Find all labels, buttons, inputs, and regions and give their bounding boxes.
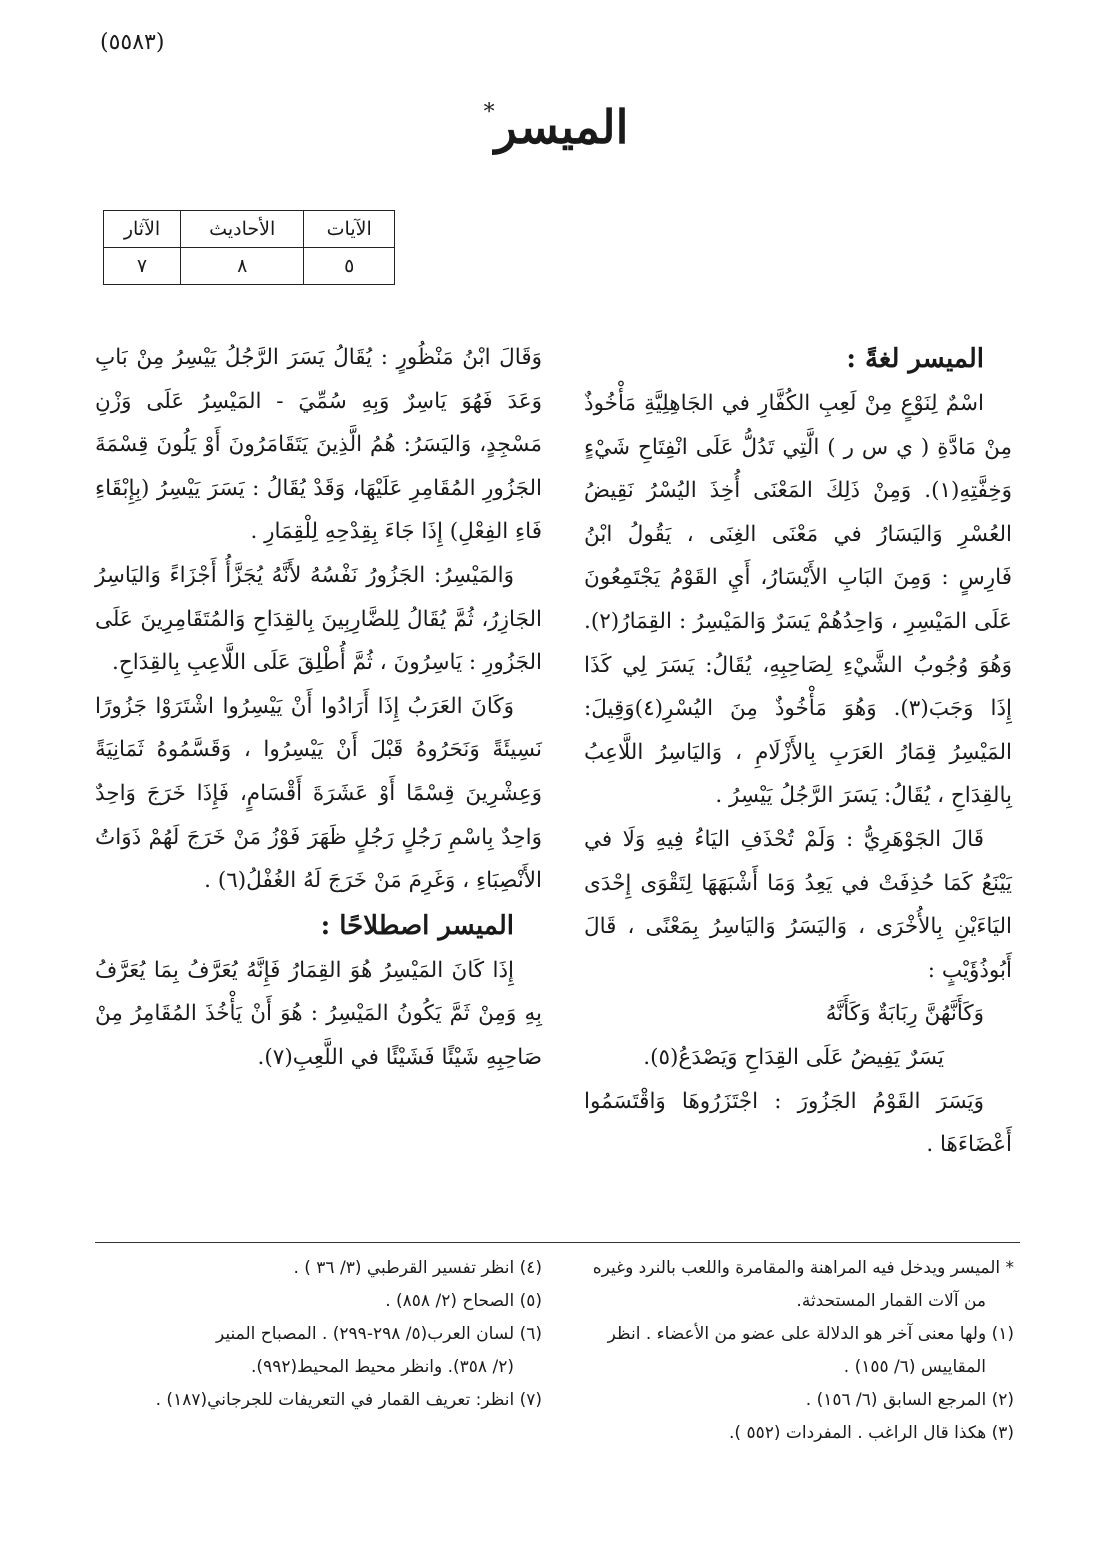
footnote: (٣) هكذا قال الراغب . المفردات (٥٥٢ ). <box>729 1423 1014 1443</box>
footnote-text: (١) ولها معنى آخر هو الدلالة على عضو من الأعضاء . انظر <box>607 1324 1014 1344</box>
poetry-verse: يَسَرٌ يَفِيضُ عَلَى القِدَاحِ وَيَصْدَعُ(٥). <box>643 1044 944 1070</box>
counts-table <box>103 210 395 285</box>
value-ayat: ٥ <box>304 248 395 285</box>
header-athar: الآثار <box>104 211 181 248</box>
footnote: (٧) انظر: تعريف القمار في التعريفات للجرجاني(١٨٧) . <box>155 1390 542 1410</box>
footnote-text: (٢/ ٣٥٨). وانظر محيط المحيط(٩٩٢). <box>251 1357 514 1377</box>
title-footnote-marker: * <box>483 100 495 125</box>
page-title <box>0 100 1112 154</box>
footnote-text: المقاييس (٦/ ١٥٥) . <box>843 1357 986 1377</box>
footnote: (٢) المرجع السابق (٦/ ١٥٦) . <box>805 1390 1014 1410</box>
counts-header-row <box>104 211 395 248</box>
title-text: الميسر <box>494 100 629 154</box>
paragraph: وَالمَيْسِرُ: الجَزُورُ نَفْسُهُ لأَنَّهُ يُجَزَّأُ أَجْزَاءً وَاليَاسِرُ الجَازِرُ، ثُمَّ يُقَالُ لِلضَّارِبِينَ بِالقِدَاحِ وَالمُتَقَامِرِينَ عَلَى الجَزُورِ : يَاسِرُونَ ، ثُمَّ أُطْلِقَ عَلَى اللَّاعِبِ بِالقِدَاحِ. <box>95 562 542 676</box>
header-ahadith: الأحاديث <box>181 211 304 248</box>
section-heading-terminological: الميسر اصطلاحًا : <box>320 910 514 941</box>
header-ayat: الآيات <box>304 211 395 248</box>
counts-value-row <box>104 248 395 285</box>
footnotes-right <box>584 1252 1014 1450</box>
footnote <box>584 1318 1014 1384</box>
value-athar: ٧ <box>104 248 181 285</box>
paragraph: وَكَانَ العَرَبُ إِذَا أَرَادُوا أَنْ يَيْسِرُوا اشْتَرَوْا جَزُورًا نَسِيئَةً وَنَحَرُوهُ قَبْلَ أَنْ يَيْسِرُوا ، وَقَسَّمُوهُ ثَمَانِيَةً وَعِشْرِينَ قِسْمًا أَوْ عَشَرَةَ أَقْسَامٍ، فَإِذَا خَرَجَ وَاحِدٌ وَاحِدٌ بِاسْمِ رَجُلٍ رَجُلٍ ظَهَرَ فَوْزُ مَنْ خَرَجَ لَهُمْ ذَوَاتُ الأَنْصِبَاءِ ، وَغَرِمَ مَنْ خَرَجَ لَهُ الغُفْلُ(٦) . <box>95 693 542 894</box>
paragraph: وَقَالَ ابْنُ مَنْظُورٍ : يُقَالُ يَسَرَ الرَّجُلُ يَيْسِرُ مِنْ بَابِ وَعَدَ فَهُوَ يَاسِرٌ وَبِهِ سُمِّيَ - المَيْسِرُ عَلَى وَزْنِ مَسْجِدٍ، وَاليَسَرُ: هُمُ الَّذِينَ يَتَقَامَرُونَ أَوْ يَلُونَ قِسْمَةَ الجَزُورِ المُقَامِرِ عَلَيْهَا، وَقَدْ يُقَالُ : يَسَرَ يَيْسِرُ (بِإِبْقَاءِ فَاءِ الفِعْلِ) إِذَا جَاءَ بِقِدْحِهِ لِلْقِمَارِ . <box>95 345 542 545</box>
value-ahadith: ٨ <box>181 248 304 285</box>
paragraph: قَالَ الجَوْهَرِيُّ : وَلَمْ تُحْذَفِ اليَاءُ فِيهِ وَلَا في يَيْنَعُ كَمَا حُذِفَتْ في يَعِدُ وَمَا أَشْبَهَهَا لِتَقْوَى إِحْدَى اليَاءَيْنِ بِالأُخْرَى ، وَاليَسَرُ وَاليَاسِرُ بِمَعْنًى ، قَالَ أَبُوذُؤَيْبٍ : <box>584 826 1012 983</box>
footnote-text: من آلات القمار المستحدثة. <box>796 1291 986 1311</box>
section-heading-linguistic: الميسر لغةً : <box>846 344 984 374</box>
footnote <box>95 1318 542 1384</box>
footnote-divider <box>95 1242 1020 1243</box>
paragraph: وَيَسَرَ القَوْمُ الجَزُورَ : اجْتَزَرُوهَا وَاقْتَسَمُوا أَعْضَاءَهَا . <box>584 1088 1012 1158</box>
footnote-text: (٦) لسان العرب(٥/ ٢٩٨-٢٩٩) . المصباح المنير <box>216 1324 542 1344</box>
footnote: (٤) انظر تفسير القرطبي (٣/ ٣٦ ) . <box>293 1258 542 1278</box>
page-number: (٥٥٨٣) <box>100 30 165 55</box>
footnotes-left <box>95 1252 542 1417</box>
footnote: (٥) الصحاح (٢/ ٨٥٨) . <box>385 1291 542 1311</box>
left-column <box>95 336 542 1080</box>
poetry-verse: وَكَأَنَّهُنَّ رِبَابَةٌ وَكَأَنَّهُ <box>825 1001 984 1027</box>
paragraph: اسْمٌ لِنَوْعٍ مِنْ لَعِبِ الكُفَّارِ في الجَاهِلِيَّةِ مَأْخُوذٌ مِنْ مَادَّةِ ( ي س ر ) الَّتِي تَدُلُّ عَلَى انْفِتَاحِ شَيْءٍ وَخِفَّتِهِ(١). وَمِنْ ذَلِكَ المَعْنَى أُخِذَ اليُسْرُ نَقِيضُ العُسْرِ وَاليَسَارُ في مَعْنَى الغِنَى ، يَقُولُ ابْنُ فَارِسٍ : وَمِنَ البَابِ الأَيْسَارُ، أَيِ القَوْمُ يَجْتَمِعُونَ عَلَى المَيْسِرِ ، وَاحِدُهُمْ يَسَرٌ وَالمَيْسِرُ : القِمَارُ(٢). وَهُوَ وُجُوبُ الشَّيْءِ لِصَاحِبِهِ، يُقَالُ: يَسَرَ لِي كَذَا إِذَا وَجَبَ(٣). وَهُوَ مَأْخُوذٌ مِنَ اليُسْرِ(٤)وَقِيلَ: المَيْسِرُ قِمَارُ العَرَبِ بِالأَزْلَامِ ، وَاليَاسِرُ اللَّاعِبُ بِالقِدَاحِ ، يُقَالُ: يَسَرَ الرَّجُلُ يَيْسِرُ . <box>584 391 1012 809</box>
footnote-text: * الميسر ويدخل فيه المراهنة والمقامرة واللعب بالنرد وغيره <box>592 1258 1014 1278</box>
footnote <box>584 1252 1014 1318</box>
right-column <box>584 336 1012 1167</box>
paragraph: إِذَا كَانَ المَيْسِرُ هُوَ القِمَارُ فَإِنَّهُ يُعَرَّفُ بِمَا يُعَرَّفُ بِهِ وَمِنْ ثَمَّ يَكُونُ المَيْسِرُ : هُوَ أَنْ يَأْخُذَ المُقَامِرُ مِنْ صَاحِبِهِ شَيْئًا فَشَيْئًا في اللَّعِبِ(٧). <box>95 957 542 1070</box>
